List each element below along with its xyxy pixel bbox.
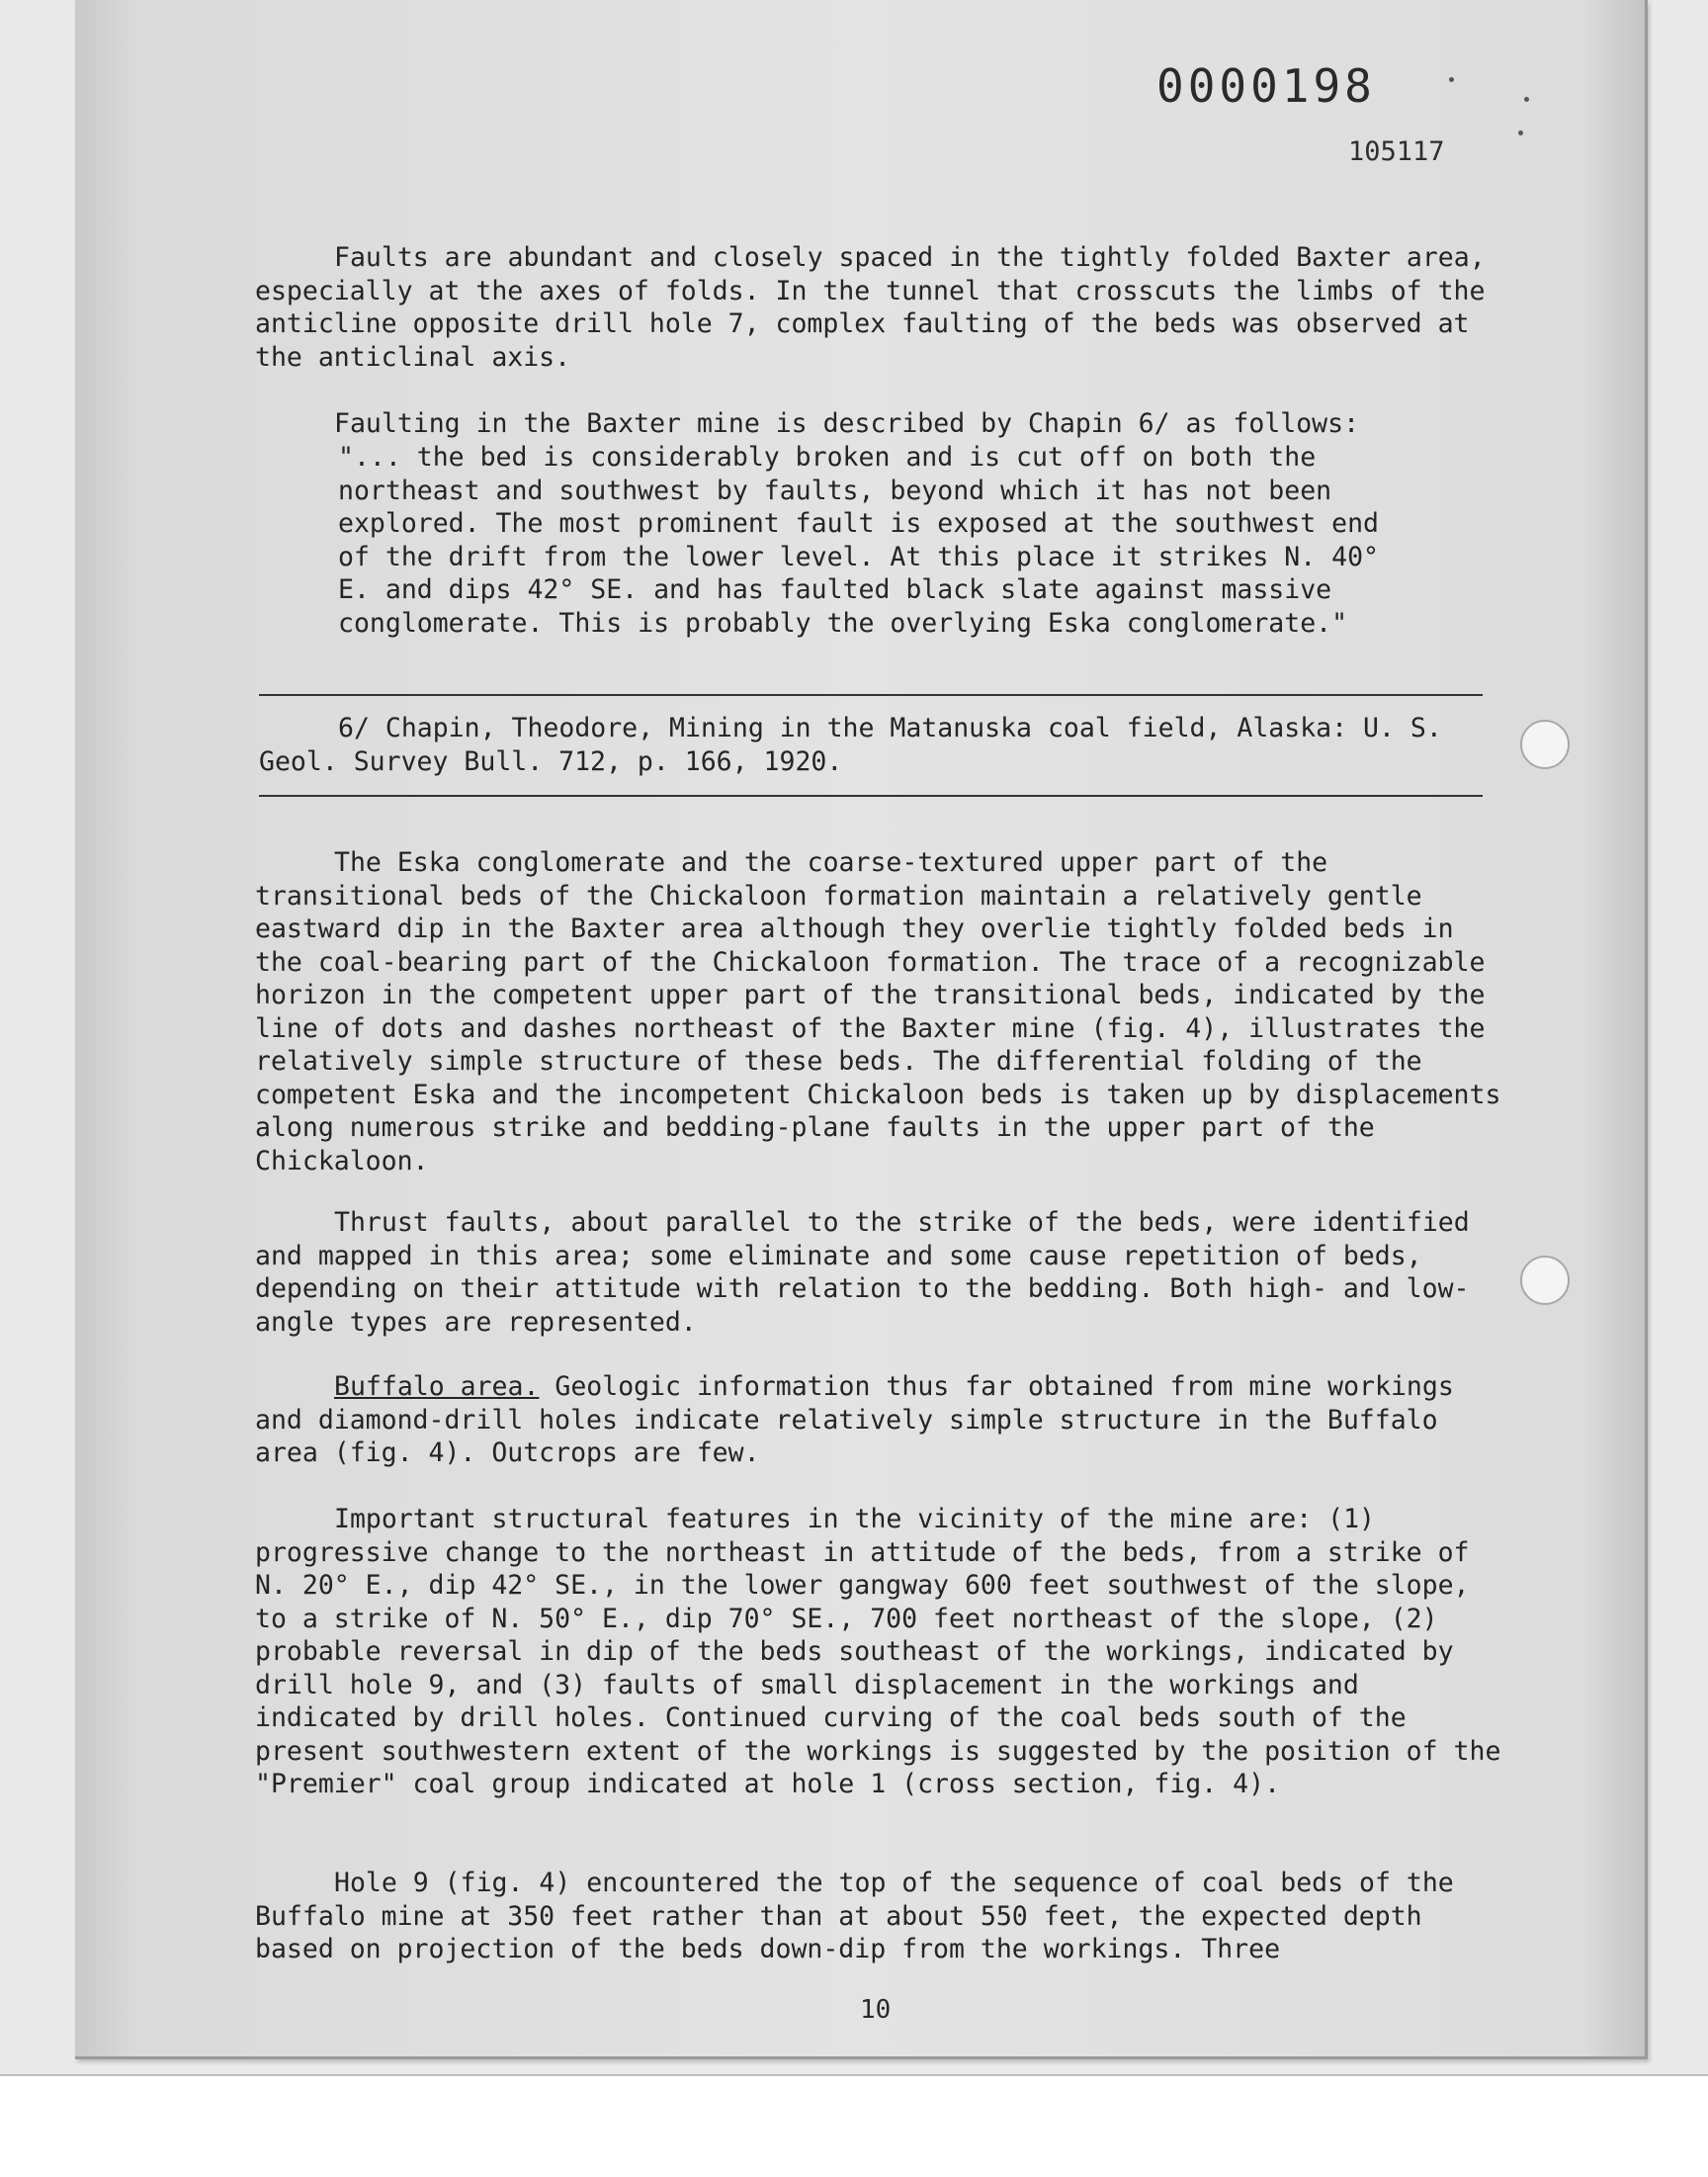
page-number: 10: [860, 1995, 892, 2025]
page-identifier: 105117: [1348, 136, 1445, 167]
punch-hole: [1520, 1256, 1570, 1305]
paragraph-structural-features: Important structural features in the vicinity of the mine are: (1) progressive change to the northeast in attitude of the beds, from a strike of N. 20° E., dip 42° SE., in the lower gangway 600 feet southwest of the slope, to a strike of N. 50° E., dip 70° SE., 700 feet northeast of the slope, (2) probable reversal in dip of the beds southeast of the workings, indicated by drill hole 9, and (3) faults of small displacement in the workings and indicated by drill holes. Continued curving of the coal beds south of the present southwestern extent of the workings is suggested by the position of the "Premier" coal group indicated at hole 1 (cross section, fig. 4).: [255, 1504, 1501, 1799]
scanner-margin: [0, 2074, 1708, 2177]
punch-hole: [1520, 720, 1570, 769]
paragraph-chapin-intro: Faulting in the Baxter mine is described by Chapin 6/ as follows:: [334, 408, 1360, 439]
scan-speck: [1449, 77, 1454, 82]
paragraph-eska-conglomerate: The Eska conglomerate and the coarse-textured upper part of the transitional beds of the Chickaloon formation maintain a relatively gentle eastward dip in the Baxter area although they overlie tightly folded beds in the coal-bearing part of the Chickaloon formation. The trace of a recognizable horizon in the competent upper part of the transitional beds, indicated by the line of dots and dashes northeast of the Baxter mine (fig. 4), illustrates the relatively simple structure of these beds. The differential folding of the competent Eska and the incompetent Chickaloon beds is taken up by displacements along numerous strike and bedding-plane faults in the upper part of the Chickaloon.: [255, 847, 1501, 1176]
footnote-divider: [259, 795, 1483, 797]
scan-speck: [1524, 97, 1529, 102]
footnote-chapin: 6/ Chapin, Theodore, Mining in the Matanuska coal field, Alaska: U. S. Geol. Survey Bull. 712, p. 166, 1920.: [259, 713, 1442, 777]
section-heading-buffalo-area: Buffalo area.: [334, 1371, 540, 1402]
paragraph-buffalo-area: [255, 1370, 1510, 1470]
paragraph-thrust-faults: Thrust faults, about parallel to the strike of the beds, were identified and mapped in this area; some eliminate and some cause repetition of beds, depending on their attitude with relation to the bedding. Both high- and low-angle types are represented.: [255, 1207, 1470, 1338]
document-number: 0000198: [1156, 59, 1376, 113]
footnote-divider: [259, 694, 1483, 696]
buffalo-area-text: Geologic information thus far obtained from mine workings and diamond-drill holes indicate relatively simple structure in the Buffalo area (fig. 4). Outcrops are few.: [255, 1371, 1454, 1468]
paragraph-baxter-faults: Faults are abundant and closely spaced in the tightly folded Baxter area, especially at the axes of folds. In the tunnel that crosscuts the limbs of the anticline opposite drill hole 7, complex faulting of the beds was observed at the anticlinal axis.: [255, 242, 1486, 373]
scan-speck: [1518, 131, 1523, 135]
chapin-quotation: "... the bed is considerably broken and is cut off on both the northeast and southwest by faults, beyond which it has not been explored. The most prominent fault is exposed at the southwest end of the drift from the lower level. At this place it strikes N. 40° E. and dips 42° SE. and has faulted black slate against massive conglomerate. This is probably the overlying Eska conglomerate.": [338, 442, 1379, 639]
paragraph-hole-9: Hole 9 (fig. 4) encountered the top of the sequence of coal beds of the Buffalo mine at 350 feet rather than at about 550 feet, the expected depth based on projection of the beds down-dip from the workings. Three: [255, 1868, 1454, 1964]
